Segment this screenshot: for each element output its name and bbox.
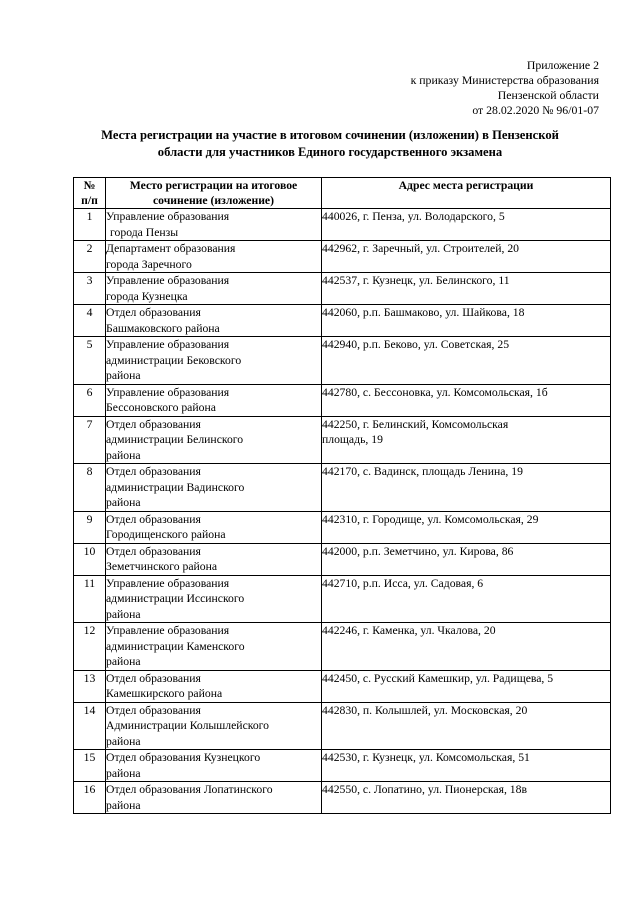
- registration-place: [106, 384, 322, 416]
- registration-address: [322, 670, 611, 702]
- table-row: [74, 416, 611, 464]
- place-line: администрации Каменского: [106, 639, 245, 653]
- registration-place: [106, 209, 322, 241]
- address-line: площадь, 19: [322, 433, 383, 446]
- registration-address: [322, 702, 611, 750]
- place-line: Отдел образования: [106, 671, 201, 685]
- table-row: [74, 702, 611, 750]
- address-line: 442170, с. Вадинск, площадь Ленина, 19: [322, 465, 523, 478]
- row-number: 8: [74, 464, 106, 512]
- table-row: [74, 384, 611, 416]
- appendix-header: [411, 58, 599, 118]
- table-row: [74, 464, 611, 512]
- registration-address: [322, 384, 611, 416]
- place-line: Отдел образования: [106, 417, 201, 431]
- place-line: Отдел образования Кузнецкого: [106, 751, 261, 764]
- address-line: 442250, г. Белинский, Комсомольская: [322, 417, 509, 431]
- place-line: администрации Вадинского: [106, 480, 245, 494]
- row-number: 9: [74, 511, 106, 543]
- address-line: 442780, с. Бессоновка, ул. Комсомольская, 1б: [322, 385, 548, 399]
- place-line: Отдел образования: [106, 306, 201, 319]
- table-row: [74, 750, 611, 782]
- registration-place: [106, 702, 322, 750]
- registration-place: [106, 416, 322, 464]
- row-number: 10: [74, 543, 106, 575]
- registration-address: [322, 416, 611, 464]
- row-number: 11: [74, 575, 106, 623]
- place-line: администрации Бековского: [106, 353, 242, 367]
- document-title: [60, 127, 600, 160]
- address-line: 442000, р.п. Земетчино, ул. Кирова, 86: [322, 544, 514, 558]
- row-number: 6: [74, 384, 106, 416]
- table-row: [74, 782, 611, 814]
- address-line: 442450, с. Русский Камешкир, ул. Радищева, 5: [322, 671, 554, 685]
- row-number: 2: [74, 241, 106, 273]
- table-row: [74, 337, 611, 385]
- row-number: 4: [74, 305, 106, 337]
- place-line: Департамент образования: [106, 242, 236, 255]
- appendix-line: Пензенской области: [497, 88, 599, 102]
- address-line: 440026, г. Пенза, ул. Володарского, 5: [322, 210, 505, 223]
- place-line: администрации Иссинского: [106, 592, 245, 605]
- registration-place: [106, 750, 322, 782]
- place-line: района: [106, 607, 141, 621]
- row-number: 16: [74, 782, 106, 814]
- row-number: 14: [74, 702, 106, 750]
- title-line: Места регистрации на участие в итоговом сочинении (изложении) в Пензенской: [101, 128, 559, 142]
- registration-place: [106, 623, 322, 671]
- place-line: Управление образования: [106, 576, 230, 590]
- registration-place: [106, 543, 322, 575]
- registration-place: [106, 464, 322, 512]
- row-number: 1: [74, 209, 106, 241]
- registration-address: [322, 511, 611, 543]
- registration-address: [322, 241, 611, 273]
- table-row: [74, 670, 611, 702]
- appendix-line: от 28.02.2020 № 96/01-07: [472, 103, 599, 117]
- registration-place: [106, 670, 322, 702]
- registration-place: [106, 511, 322, 543]
- title-line: области для участников Единого государственного экзамена: [157, 144, 503, 159]
- row-number: 12: [74, 623, 106, 671]
- place-line: Управление образования: [106, 210, 230, 223]
- place-line: Отдел образования: [106, 465, 201, 478]
- place-line: района: [106, 766, 141, 780]
- place-line: района: [106, 734, 141, 748]
- registration-place: [106, 337, 322, 385]
- place-line: района: [106, 798, 141, 812]
- header-num: [74, 178, 106, 209]
- place-line: Отдел образования Лопатинского: [106, 783, 273, 796]
- registration-place: [106, 575, 322, 623]
- address-line: 442310, г. Городище, ул. Комсомольская, 29: [322, 512, 539, 526]
- header-place: [106, 178, 322, 209]
- address-line: 442830, п. Колышлей, ул. Московская, 20: [322, 703, 528, 717]
- registration-address: [322, 337, 611, 385]
- row-number: 13: [74, 670, 106, 702]
- header-place-line: Место регистрации на итоговое: [129, 179, 298, 192]
- address-line: 442940, р.п. Беково, ул. Советская, 25: [322, 338, 510, 351]
- place-line: Отдел образования: [106, 703, 201, 717]
- place-line: Управление образования: [106, 338, 230, 351]
- registration-place: [106, 782, 322, 814]
- registration-address: [322, 209, 611, 241]
- place-line: Бессоновского района: [106, 401, 216, 414]
- place-line: Башмаковского района: [106, 321, 220, 335]
- table-row: [74, 511, 611, 543]
- header-num-line: п/п: [81, 194, 98, 207]
- row-number: 7: [74, 416, 106, 464]
- place-line: города Пензы: [110, 225, 179, 239]
- place-line: Администрации Колышлейского: [106, 719, 270, 732]
- address-line: 442550, с. Лопатино, ул. Пионерская, 18в: [322, 783, 527, 796]
- table-row: [74, 543, 611, 575]
- appendix-line: Приложение 2: [526, 58, 599, 72]
- registration-place: [106, 241, 322, 273]
- registration-place: [106, 273, 322, 305]
- table-row: [74, 305, 611, 337]
- address-line: 442962, г. Заречный, ул. Строителей, 20: [322, 242, 520, 255]
- place-line: Земетчинского района: [106, 560, 218, 573]
- place-line: Камешкирского района: [106, 687, 223, 700]
- registration-address: [322, 575, 611, 623]
- place-line: Городищенского района: [106, 528, 226, 541]
- place-line: района: [106, 369, 141, 382]
- place-line: города Кузнецка: [106, 289, 188, 303]
- registration-address: [322, 273, 611, 305]
- row-number: 3: [74, 273, 106, 305]
- table-row: [74, 623, 611, 671]
- address-line: 442060, р.п. Башмаково, ул. Шайкова, 18: [322, 306, 525, 319]
- place-line: Управление образования: [106, 385, 230, 399]
- row-number: 5: [74, 337, 106, 385]
- registration-address: [322, 543, 611, 575]
- table-row: [74, 273, 611, 305]
- address-line: 442530, г. Кузнецк, ул. Комсомольская, 51: [322, 751, 530, 764]
- registration-table: [73, 177, 611, 814]
- header-num-line: №: [83, 179, 96, 192]
- header-address: Адрес места регистрации: [322, 178, 611, 209]
- place-line: города Заречного: [106, 257, 192, 271]
- registration-address: [322, 782, 611, 814]
- place-line: района: [106, 448, 141, 462]
- place-line: района: [106, 496, 141, 509]
- registration-address: [322, 464, 611, 512]
- address-line: 442246, г. Каменка, ул. Чкалова, 20: [322, 624, 496, 637]
- row-number: 15: [74, 750, 106, 782]
- place-line: Управление образования: [106, 274, 230, 287]
- registration-address: [322, 750, 611, 782]
- place-line: Управление образования: [106, 624, 230, 637]
- appendix-line: к приказу Министерства образования: [410, 73, 599, 87]
- table-row: [74, 575, 611, 623]
- address-line: 442710, р.п. Исса, ул. Садовая, 6: [322, 576, 484, 590]
- table-row: [74, 241, 611, 273]
- registration-address: [322, 305, 611, 337]
- address-line: 442537, г. Кузнецк, ул. Белинского, 11: [322, 274, 510, 287]
- place-line: администрации Белинского: [106, 433, 244, 446]
- registration-address: [322, 623, 611, 671]
- place-line: Отдел образования: [106, 512, 201, 526]
- registration-place: [106, 305, 322, 337]
- table-header-row: [74, 178, 611, 209]
- place-line: района: [106, 655, 141, 668]
- header-place-line: сочинение (изложение): [152, 194, 275, 207]
- table-row: [74, 209, 611, 241]
- place-line: Отдел образования: [106, 544, 201, 558]
